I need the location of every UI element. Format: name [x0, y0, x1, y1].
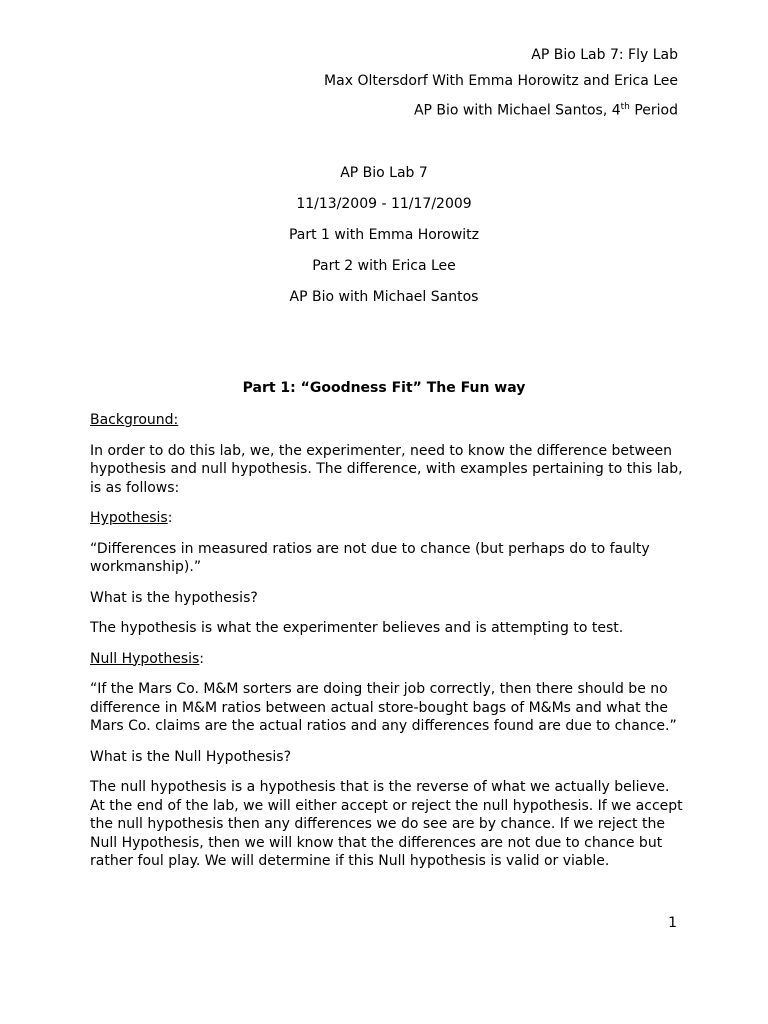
title-block — [0, 162, 768, 317]
lab-dates: 11/13/2009 - 11/17/2009 — [296, 196, 472, 212]
hypothesis-heading-text: Hypothesis — [90, 510, 168, 526]
header-lab-title: AP Bio Lab 7: Fly Lab — [531, 47, 678, 63]
teacher-line: AP Bio with Michael Santos — [289, 289, 479, 305]
background-paragraph: In order to do this lab, we, the experimenter, need to know the difference between hypothesis and null hypothesis. The difference, with examples pertaining to this lab, is as follows: — [90, 442, 683, 496]
header-class-period — [324, 94, 678, 124]
null-hypothesis-answer: The null hypothesis is a hypothesis that is the reverse of what we actually believe. At the end of the lab, we will either accept or reject the null hypothesis. If we accept the null hypothesis then any differences we do see are by chance. If we reject the Null Hypothesis, then we will know that the differences are not due to chance but rather foul play. We will determine if this Null hypothesis is valid or viable. — [90, 779, 683, 869]
document-body — [90, 411, 685, 883]
null-hypothesis-quote: “If the Mars Co. M&M sorters are doing their job correctly, then there should be no difference in M&M ratios between actual store-bought bags of M&Ms and what the Mars Co. claims are the actual ratios and any differences found are due to chance.” — [90, 681, 677, 734]
hypothesis-answer: The hypothesis is what the experimenter believes and is attempting to test. — [90, 620, 624, 636]
header-class-text: AP Bio with Michael Santos, 4 — [413, 102, 621, 119]
header-ordinal-suffix: th — [620, 102, 630, 112]
background-heading-colon: : — [173, 412, 179, 428]
null-hypothesis-heading — [90, 650, 685, 669]
hypothesis-heading-colon: : — [167, 510, 173, 526]
null-hypothesis-heading-colon: : — [199, 650, 205, 667]
part1-partner: Part 1 with Emma Horowitz — [288, 227, 480, 243]
null-hypothesis-question: What is the Null Hypothesis? — [90, 748, 292, 765]
hypothesis-question: What is the hypothesis? — [90, 589, 258, 606]
part2-partner: Part 2 with Erica Lee — [312, 258, 456, 274]
header-authors: Max Oltersdorf With Emma Horowitz and Erica Lee — [324, 73, 678, 89]
hypothesis-quote: “Differences in measured ratios are not due to chance (but perhaps do to faulty workmanship).” — [90, 540, 650, 575]
lab-title: AP Bio Lab 7 — [340, 165, 428, 181]
part-heading: Part 1: “Goodness Fit” The Fun way — [242, 380, 526, 396]
null-hypothesis-heading-text: Null Hypothesis — [90, 650, 200, 667]
page-header — [324, 42, 678, 124]
background-heading-text: Background — [90, 412, 174, 428]
background-heading — [90, 411, 685, 430]
page-number: 1 — [668, 915, 677, 931]
hypothesis-heading — [90, 509, 685, 528]
header-period-text: Period — [629, 102, 678, 119]
